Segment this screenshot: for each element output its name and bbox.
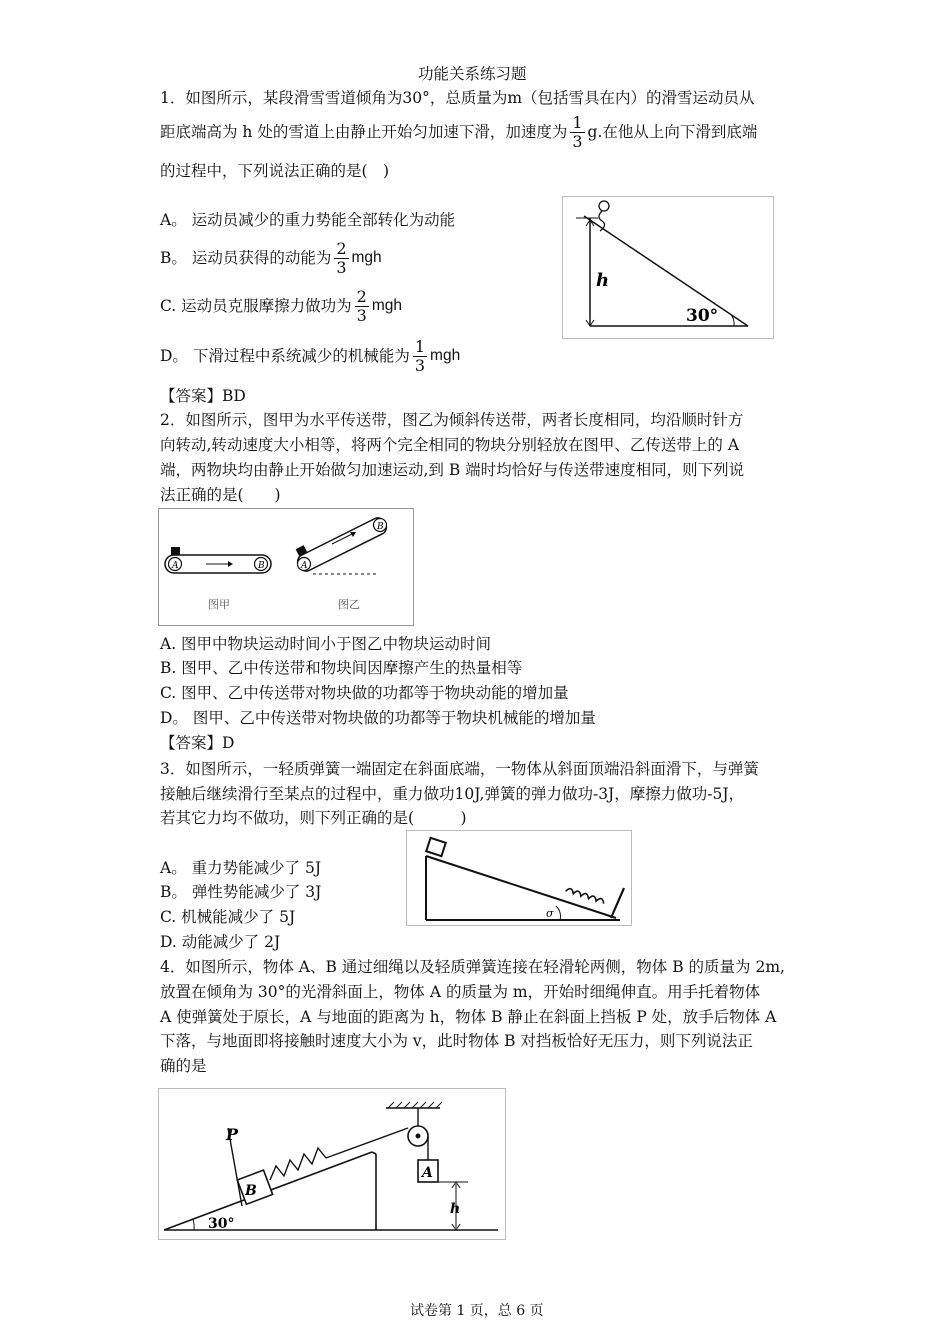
q3-spring-incline-figure <box>406 830 632 926</box>
q2-stem-line3: 端，两物块均由静止开始做匀加速运动,到 B 端时均恰好与传送带速度相同，则下列说 <box>160 461 745 479</box>
q1-option-d-post: mgh <box>430 347 461 364</box>
q2-option-c: C. 图甲、乙中传送带对物块做的功都等于物块动能的增加量 <box>160 684 569 702</box>
q3-option-d: D. 动能减少了 2J <box>160 933 281 951</box>
q1-option-a: A。 运动员减少的重力势能全部转化为动能 <box>160 211 456 229</box>
q1-option-c-pre: C. 运动员克服摩擦力做功为 <box>160 297 352 315</box>
q1-fig-h-label: h <box>596 270 610 291</box>
q3-option-a: A。 重力势能减少了 5J <box>160 859 322 877</box>
q1-acc-fraction <box>570 114 584 151</box>
q1-option-b <box>160 238 382 278</box>
q1-option-c-post: mgh <box>371 297 403 314</box>
q3-stem-line2: 接触后继续滑行至某点的过程中，重力做功10J,弹簧的弹力做功-3J，摩擦力做功-5J， <box>160 785 745 803</box>
q3-stem-line1: 3．如图所示，一轻质弹簧一端固定在斜面底端，一物体从斜面顶端沿斜面滑下，与弹簧 <box>160 760 759 778</box>
q1-ski-slope-figure <box>562 196 774 339</box>
q1-stem-line2-a: 距底端高为 h 处的雪道上由静止开始匀加速下滑，加速度为 <box>160 123 568 141</box>
q2-fig-label-yi: 图乙 <box>338 598 360 611</box>
q4-pulley-incline-figure <box>158 1088 506 1240</box>
q4-fig-angle-label: 30° <box>208 1216 235 1232</box>
q1-option-d-den: 3 <box>414 355 426 375</box>
q1-option-b-fraction <box>334 240 348 277</box>
q2-option-d: D。 图甲、乙中传送带对物块做的功都等于物块机械能的增加量 <box>160 709 596 727</box>
q1-acc-den: 3 <box>572 131 583 151</box>
q1-option-c-fraction <box>355 288 369 325</box>
q1-stem-line1: 1．如图所示，某段滑雪雪道倾角为30°，总质量为m（包括雪具在内）的滑雪运动员从 <box>160 89 755 107</box>
q3-stem-line3: 若其它力均不做功，则下列正确的是( ) <box>160 809 467 827</box>
q1-option-b-post: mgh <box>351 249 382 266</box>
q1-option-c-den: 3 <box>356 305 367 325</box>
q1-option-b-den: 3 <box>336 257 347 277</box>
q1-fig-angle-label: 30° <box>686 306 719 326</box>
q1-option-d <box>160 336 460 376</box>
q1-option-b-num: 2 <box>336 238 347 258</box>
q1-stem-line2-b: g.在他从上向下滑到底端 <box>587 123 758 141</box>
q3-option-c: C. 机械能减少了 5J <box>160 908 296 926</box>
q2-stem-line4: 法正确的是( ) <box>160 486 281 504</box>
q1-answer: 【答案】BD <box>160 387 246 405</box>
q1-stem-line3: 的过程中，下列说法正确的是( ) <box>160 162 390 180</box>
q4-fig-b-label: B <box>245 1183 257 1199</box>
q4-stem-line4: 下落，与地面即将接触时速度大小为 v，此时物体 B 对挡板恰好无压力，则下列说法正 <box>160 1032 753 1050</box>
q2-option-a: A. 图甲中物块运动时间小于图乙中物块运动时间 <box>160 635 492 653</box>
q3-fig-angle-label: σ <box>546 907 554 920</box>
q4-fig-h-label: h <box>450 1201 461 1217</box>
q1-option-d-pre: D。 下滑过程中系统减少的机械能为 <box>160 347 410 365</box>
q1-option-d-fraction <box>413 338 427 375</box>
q4-stem-line5: 确的是 <box>160 1057 207 1075</box>
page-title: 功能关系练习题 <box>418 65 527 83</box>
q1-option-c-num: 2 <box>356 286 367 306</box>
q2-stem-line1: 2．如图所示，图甲为水平传送带，图乙为倾斜传送带，两者长度相同，均沿顺时针方 <box>160 411 744 429</box>
q2-option-b: B. 图甲、乙中传送带和物块间因摩擦产生的热量相等 <box>160 659 523 677</box>
q4-stem-line1: 4．如图所示，物体 A、B 通过细绳以及轻质弹簧连接在轻滑轮两侧，物体 B 的质量为 2m, <box>160 958 785 976</box>
q1-stem-line2 <box>160 112 757 152</box>
q2-answer: 【答案】D <box>160 734 235 752</box>
q4-fig-a-label: A <box>422 1165 433 1181</box>
q4-stem-line2: 放置在倾角为 30°的光滑斜面上，物体 A 的质量为 m，开始时细绳伸直。用手托着物体 <box>160 983 761 1001</box>
q4-fig-p-label: P <box>226 1125 239 1144</box>
q2-conveyor-figure <box>158 508 414 626</box>
q3-option-b: B。 弹性势能减少了 3J <box>160 883 322 901</box>
q2-fig-label-jia: 图甲 <box>208 598 230 611</box>
page-footer: 试卷第 1 页，总 6 页 <box>410 1303 544 1319</box>
q1-option-b-pre: B。 运动员获得的动能为 <box>160 249 332 267</box>
q1-option-c <box>160 286 402 326</box>
q1-acc-num: 1 <box>572 112 583 132</box>
q4-stem-line3: A 使弹簧处于原长，A 与地面的距离为 h，物体 B 静止在斜面上挡板 P 处，放手后物体 A <box>160 1008 777 1026</box>
q2-fig-a-label-2: A <box>301 561 308 571</box>
q2-fig-b-label-1: B <box>258 561 265 571</box>
q2-fig-b-label-2: B <box>377 522 384 532</box>
q2-fig-a-label-1: A <box>172 561 179 571</box>
q1-option-d-num: 1 <box>414 336 426 356</box>
q2-stem-line2: 向转动,转动速度大小相等，将两个完全相同的物块分别轻放在图甲、乙传送带上的 A <box>160 436 740 454</box>
